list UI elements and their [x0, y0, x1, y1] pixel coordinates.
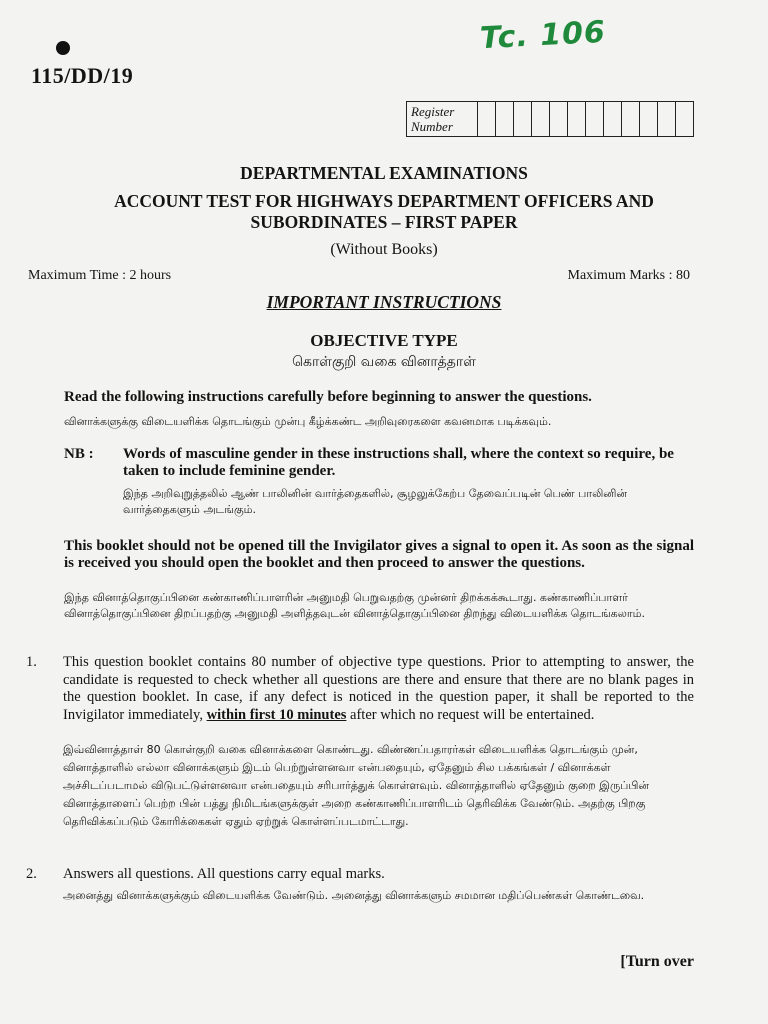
booklet-notice: This booklet should not be opened till the Invigilator gives a signal to open it. As soon as the signal is received you should open the booklet and then proceed to answer the questions.	[64, 538, 694, 571]
item-1-text	[63, 654, 694, 724]
item-2-text: Answers all questions. All questions carry equal marks.	[63, 866, 385, 882]
nb-tamil: இந்த அறிவுறுத்தலில் ஆண் பாலினின் வார்த்தைகளில், சூழலுக்கேற்ப தேவைப்படின் பெண் பாலினின் வார்த்தைகளும் அடங்கும்.	[123, 487, 628, 516]
nb-text: Words of masculine gender in these instructions shall, where the context so require, be taken to include feminine gender.	[123, 446, 674, 479]
item-1-tamil: இவ்வினாத்தாள் 80 கொள்குறி வகை வினாக்களை கொண்டது. விண்ணப்பதாரர்கள் விடையளிக்க தொடங்கும் முன், வினாத்தாளில் எல்லா வினாக்களும் இடம் பெற்றுள்ளனவா என்பதையும், ஏதேனும் சில பக்கங்கள் / வினாக்கள் அச்சிடப்படாமல் விடுபட்டுள்ளனவா என்பதையும் சரிபார்த்துக் கொள்ளவும். வினாத்தாளில் ஏதேனும் குறை இருப்பின் வினாத்தாளைப் பெற்ற பின் பத்து நிமிடங்களுக்குள் அறை கண்காணிப்பாளரிடம் தெரிவிக்க வேண்டும். அதற்கு பிறகு தெரிவிக்கப்படும் கோரிக்கைகள் ஏதும் ஏற்றுக் கொள்ளப்படமாட்டாது.	[63, 743, 650, 828]
read-tamil: வினாக்களுக்கு விடையளிக்க தொடங்கும் முன்பு கீழ்க்கண்ட அறிவுரைகளை கவனமாக படிக்கவும்.	[64, 415, 552, 428]
item-1-text-part: after which no request will be entertained.	[346, 706, 595, 723]
turn-over: [Turn over	[620, 953, 694, 970]
booklet-notice-tamil: இந்த வினாத்தொகுப்பினை கண்காணிப்பாளரின் அனுமதி பெறுவதற்கு முன்னர் திறக்கக்கூடாது. கண்காணிப்பாளர் வினாத்தொகுப்பினை திறப்பதற்கு அனுமதி அளித்தவுடன் வினாத்தொகுப்பினை திறந்து விடையளிக்க தொடங்கலாம்.	[64, 591, 645, 620]
handwritten-note: Tc. 106	[479, 14, 607, 57]
paper-code: 115/DD/19	[31, 63, 134, 88]
register-number-box	[406, 101, 694, 137]
register-digit-cell[interactable]	[478, 102, 496, 136]
register-digit-cell[interactable]	[604, 102, 622, 136]
item-1-text-part: This question booklet contains 80 number of objective type questions. Prior to attempting to answer, the candidate is requested to check whether all questions are there and ensure that there are no blank pages in the question booklet. In case, if any defect is noticed in the question paper, it shall be reported to the Invigilator immediately,	[63, 654, 694, 723]
max-time: Maximum Time : 2 hours	[28, 268, 172, 283]
item-1-number: 1.	[26, 654, 37, 670]
register-number-label	[407, 102, 478, 136]
instructions-heading: IMPORTANT INSTRUCTIONS	[266, 292, 502, 312]
nb-label: NB :	[64, 446, 94, 462]
exam-title: DEPARTMENTAL EXAMINATIONS	[240, 163, 528, 183]
objective-type: OBJECTIVE TYPE	[310, 331, 458, 350]
register-digit-cell[interactable]	[622, 102, 640, 136]
register-digit-cell[interactable]	[532, 102, 550, 136]
register-digit-cell[interactable]	[514, 102, 532, 136]
exam-subtitle-line2: SUBORDINATES – FIRST PAPER	[250, 212, 518, 232]
register-label-line1: Register	[411, 104, 455, 119]
exam-subtitle-line1: ACCOUNT TEST FOR HIGHWAYS DEPARTMENT OFFICERS AND	[114, 191, 654, 211]
register-digit-cell[interactable]	[640, 102, 658, 136]
item-1-deadline: within first 10 minutes	[206, 706, 347, 723]
register-digit-cell[interactable]	[550, 102, 568, 136]
objective-type-tamil: கொள்குறி வகை வினாத்தாள்	[292, 354, 476, 370]
without-books: (Without Books)	[330, 241, 438, 258]
register-label-line2: Number	[411, 119, 453, 134]
exam-subtitle	[0, 191, 768, 233]
max-marks: Maximum Marks : 80	[567, 268, 690, 283]
register-digit-cell[interactable]	[676, 102, 693, 136]
read-instructions	[64, 389, 692, 430]
register-digit-cell[interactable]	[586, 102, 604, 136]
register-digit-cell[interactable]	[496, 102, 514, 136]
item-2-number: 2.	[26, 866, 37, 882]
register-digit-cell[interactable]	[568, 102, 586, 136]
register-digit-cell[interactable]	[658, 102, 676, 136]
item-2-tamil: அனைத்து வினாக்களுக்கும் விடையளிக்க வேண்டும். அனைத்து வினாக்களும் சமமான மதிப்பெண்கள் கொண்டவை.	[63, 889, 645, 902]
read-english: Read the following instructions carefully before beginning to answer the questions.	[64, 389, 592, 405]
bullet-dot	[56, 41, 70, 55]
